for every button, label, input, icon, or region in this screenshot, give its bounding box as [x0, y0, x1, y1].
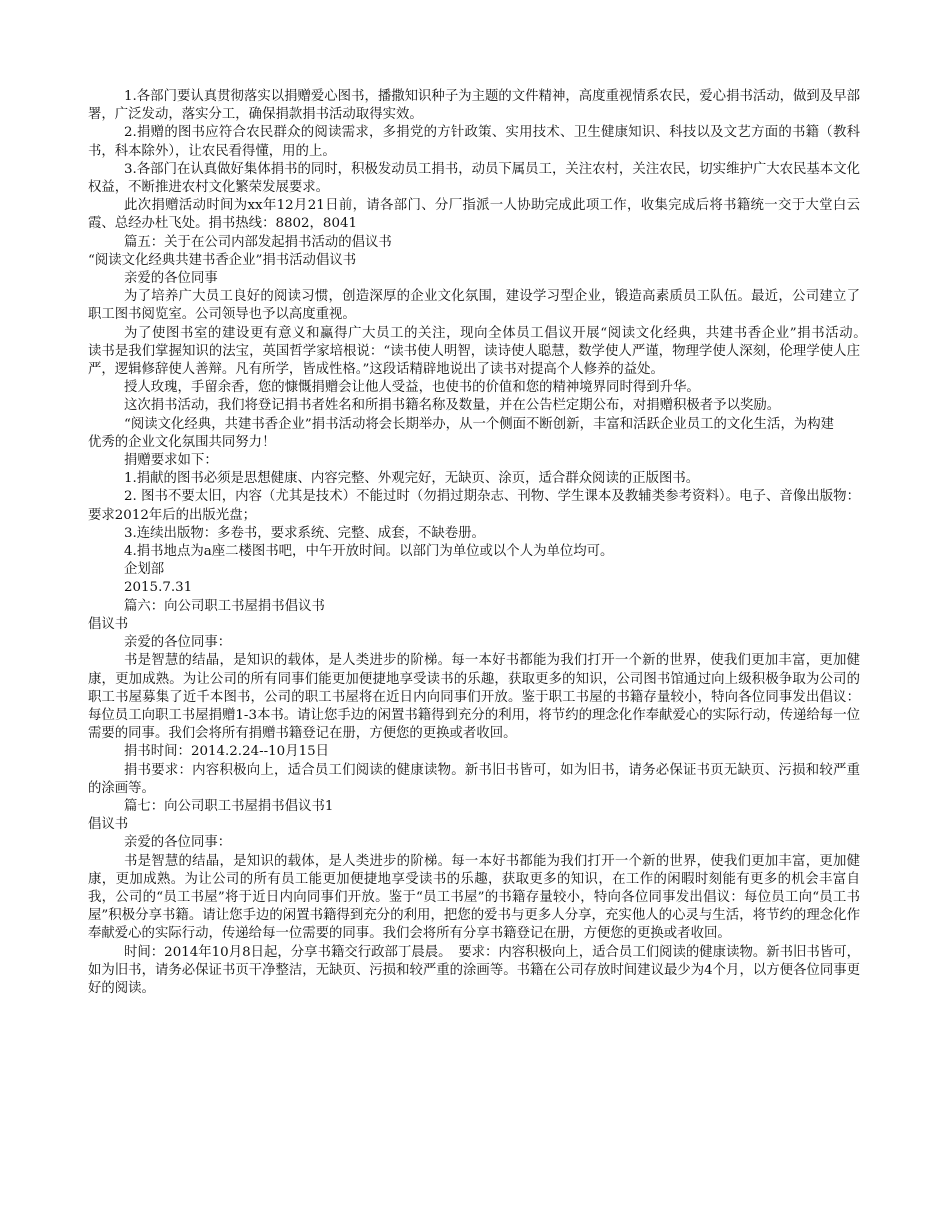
document-body — [88, 88, 887, 998]
paragraph: 捐书时间：2014.2.24--10月15日 — [124, 744, 330, 760]
paragraph: 企划部 — [124, 562, 165, 578]
paragraph: 捐赠要求如下： — [124, 453, 218, 469]
paragraph: 倡议书 — [88, 616, 129, 632]
paragraph: 篇六：向公司职工书屋捐书倡议书 — [124, 598, 325, 614]
paragraph: 为了培养广大员工良好的阅读习惯，创造深厚的企业文化氛围，建设学习型企业，锻造高素质员工队伍。最近，公司建立了职工图书阅览室。公司领导也予以高度重视。 — [88, 289, 860, 323]
paragraph: 亲爱的各位同事： — [124, 835, 232, 851]
paragraph: 亲爱的各位同事： — [124, 635, 232, 651]
paragraph: 亲爱的各位同事 — [124, 271, 218, 287]
paragraph: 2015.7.31 — [124, 580, 193, 596]
paragraph: 2.捐赠的图书应符合农民群众的阅读需求，多捐党的方针政策、实用技术、卫生健康知识、科技以及文艺方面的书籍（教科书，科本除外），让农民看得懂，用的上。 — [88, 125, 860, 159]
paragraph: 1.各部门要认真贯彻落实以捐赠爱心图书，播撒知识种子为主题的文件精神，高度重视情系农民，爱心捐书活动，做到及早部署，广泛发动，落实分工，确保捐款捐书活动取得实效。 — [88, 89, 860, 123]
paragraph: 篇七：向公司职工书屋捐书倡议书1 — [124, 798, 334, 814]
paragraph: 4.捐书地点为a座二楼图书吧，中午开放时间。以部门为单位或以个人为单位均可。 — [124, 544, 614, 560]
paragraph: 倡议书 — [88, 817, 129, 833]
paragraph: “阅读文化经典共建书香企业”捐书活动倡议书 — [88, 252, 357, 268]
paragraph: 1.捐献的图书必须是思想健康、内容完整、外观完好，无缺页、涂页，适合群众阅读的正版图书。 — [124, 471, 700, 487]
paragraph: 3.连续出版物：多卷书，要求系统、完整、成套，不缺卷册。 — [124, 525, 485, 541]
paragraph: 篇五：关于在公司内部发起捐书活动的倡议书 — [124, 234, 392, 250]
paragraph: 优秀的企业文化氛围共同努力！ — [88, 434, 276, 450]
paragraph: 3.各部门在认真做好集体捐书的同时，积极发动员工捐书，动员下属员工，关注农村，关注农民，切实维护广大农民基本文化权益，不断推进农村文化繁荣发展要求。 — [88, 161, 860, 196]
paragraph: 授人玫瑰，手留余香，您的慷慨捐赠会让他人受益，也使书的价值和您的精神境界同时得到升华。 — [124, 380, 700, 396]
paragraph: 捐书要求：内容积极向上，适合员工们阅读的健康读物。新书旧书皆可，如为旧书，请务必保证书页无缺页、污损和较严重的涂画等。 — [88, 762, 860, 796]
paragraph: 书是智慧的结晶，是知识的载体，是人类进步的阶梯。每一本好书都能为我们打开一个新的世界，使我们更加丰富，更加健康，更加成熟。为让公司的所有同事们能更加便捷地享受读书的乐趣，获取更多的知识，公司图书馆通过向上级积极争取为公司的职工书屋募集了近千本图书，公司的职工书屋将在近日内向同事们开放。鉴于职工书屋的书籍存量较小，特向各位同事发出倡议：每位员工向职工书屋捐赠1-3本书。请让您手边的闲置书籍得到充分的利用，将节约的理念化作奉献爱心的实际行动，传递给每一位需要的同事。我们会将所有捐赠书籍登记在册，方便您的更换或者收回。 — [88, 653, 860, 742]
paragraph: “阅读文化经典，共建书香企业”捐书活动将会长期举办，从一个侧面不断创新，丰富和活跃企业员工的文化生活，为构建 — [124, 416, 834, 432]
paragraph: 此次捐赠活动时间为xx年12月21日前，请各部门、分厂指派一人协助完成此项工作，收集完成后将书籍统一交于大堂白云霞、总经办杜飞处。捐书热线：8802，8041 — [88, 198, 860, 232]
paragraph: 这次捐书活动，我们将登记捐书者姓名和所捐书籍名称及数量，并在公告栏定期公布，对捐赠积极者予以奖励。 — [124, 398, 781, 414]
paragraph: 书是智慧的结晶，是知识的载体，是人类进步的阶梯。每一本好书都能为我们打开一个新的世界，使我们更加丰富，更加健康，更加成熟。为让公司的所有员工能更加便捷地享受读书的乐趣，获取更多的知识，在工作的闲暇时刻能有更多的机会丰富自我，公司的“员工书屋”将于近日内向同事们开放。鉴于“员工书屋”的书籍存量较小，特向各位同事发出倡议：每位员工向“员工书屋”积极分享书籍。请让您手边的闲置书籍得到充分的利用，把您的爱书与更多人分享，充实他人的心灵与生活，将节约的理念化作奉献爱心的实际行动，传递给每一位需要的同事。我们会将所有分享书籍登记在册，方便您的更换或者收回。 — [88, 853, 860, 942]
paragraph: 为了使图书室的建设更有意义和赢得广大员工的关注，现向全体员工倡议开展“阅读文化经典，共建书香企业”捐书活动。 读书是我们掌握知识的法宝，英国哲学家培根说：“读书使人明智，读诗使人聪慧，数学使人严谨，物理学使人深刻，伦理学使人庄严，逻辑修辞使人善辩。凡有所学，皆成性格。”这段话精辟地说出了读书对提高个人修养的益处。 — [88, 325, 887, 378]
paragraph: 2. 图书不要太旧，内容（尤其是技术）不能过时（勿捐过期杂志、刊物、学生课本及教辅类参考资料）。电子、音像出版物：要求2012年后的出版光盘； — [88, 489, 860, 523]
paragraph: 时间：2014年10月8日起，分享书籍交行政部丁晨晨。 要求：内容积极向上，适合员工们阅读的健康读物。新书旧书皆可，如为旧书，请务必保证书页干净整洁，无缺页、污损和较严重的涂画等。书籍在公司存放时间建议最少为4个月，以方便各位同事更好的阅读。 — [88, 944, 860, 996]
